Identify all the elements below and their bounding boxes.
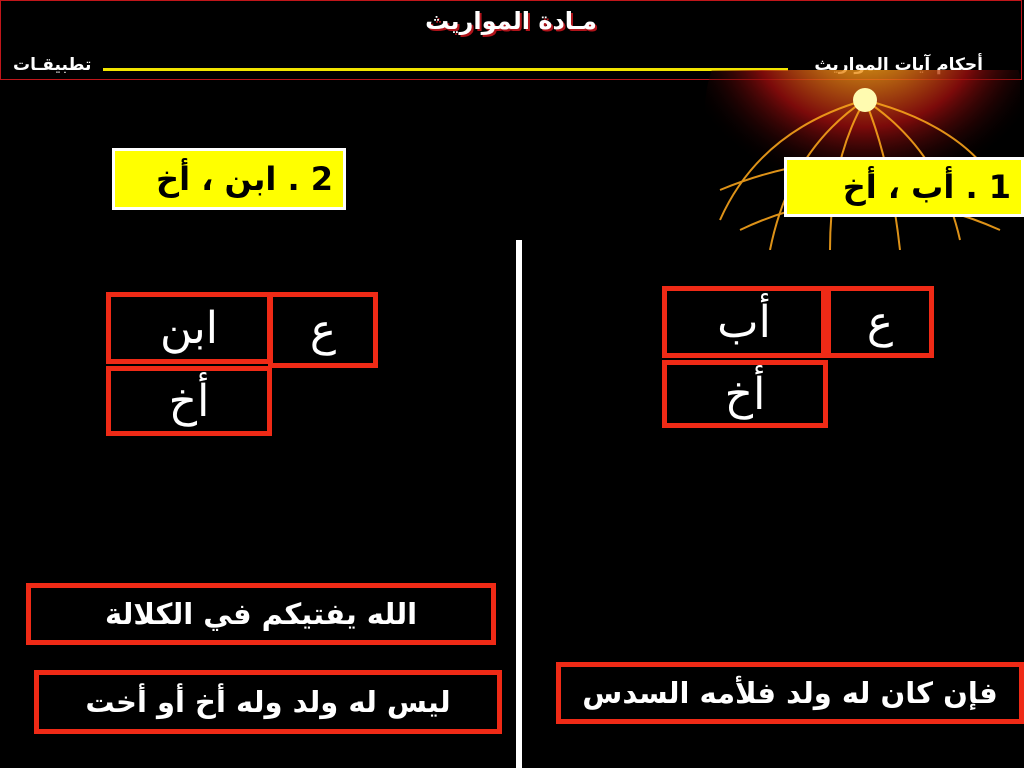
yellow-divider-line xyxy=(103,68,788,71)
left-table-son-cell: ابن xyxy=(106,292,272,364)
subtitle-applications: تطبيقـات xyxy=(13,55,92,75)
left-table-brother-cell: أخ xyxy=(106,366,272,436)
right-table-brother-cell: أخ xyxy=(662,360,828,428)
subtitle-rules: أحكام آيات المواريث xyxy=(814,55,983,75)
header-bar xyxy=(0,0,1022,80)
case-1-label: 1 . أب ، أخ xyxy=(784,157,1024,217)
page-title: مـادة المواريث xyxy=(425,7,597,35)
case-2-label: 2 . ابن ، أخ xyxy=(112,148,346,210)
verse-left-bottom: ليس له ولد وله أخ أو أخت xyxy=(34,670,502,734)
right-table-ain-cell: ع xyxy=(826,286,934,358)
vertical-divider xyxy=(516,240,522,768)
verse-left-top: الله يفتيكم في الكلالة xyxy=(26,583,496,645)
right-table-father-cell: أب xyxy=(662,286,826,358)
verse-right: فإن كان له ولد فلأمه السدس xyxy=(556,662,1024,724)
left-table-ain-cell: ع xyxy=(268,292,378,368)
